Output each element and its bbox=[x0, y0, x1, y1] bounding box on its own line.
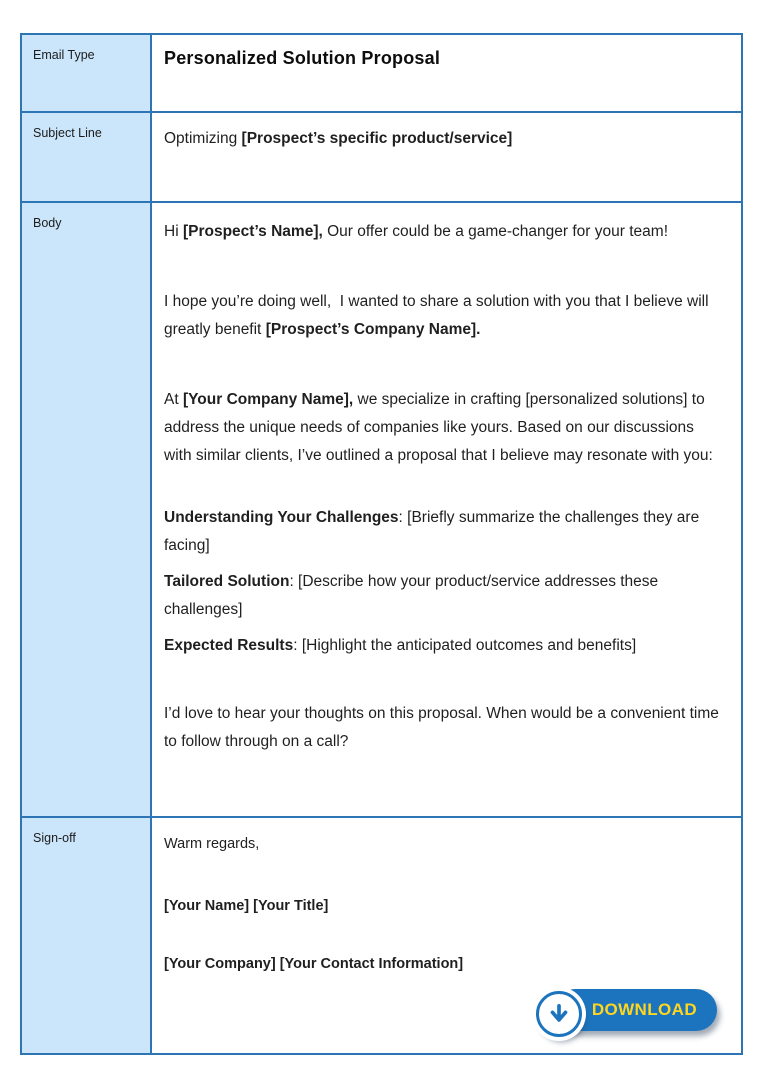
row-sign-off bbox=[22, 816, 741, 1053]
text-run: Our offer could be a game-changer for your team! bbox=[322, 223, 668, 240]
text-run: Hi bbox=[164, 223, 183, 240]
text-run-bold: Expected Results bbox=[164, 637, 294, 654]
body-paragraph-results bbox=[164, 632, 719, 660]
email-template-table bbox=[20, 33, 743, 1055]
download-label: DOWNLOAD bbox=[591, 1000, 697, 1019]
row-label-text: Email Type bbox=[33, 48, 95, 62]
body-paragraph-company bbox=[164, 386, 719, 470]
text-run-bold: [Prospect’s Company Name]. bbox=[265, 321, 481, 338]
row-label-text: Subject Line bbox=[33, 126, 102, 140]
text-run: : [Describe how your product/service addresses these challenges] bbox=[164, 573, 663, 618]
text-run: : [Briefly summarize the challenges they are facing] bbox=[164, 509, 704, 554]
sign-off-company-contact: [Your Company] [Your Contact Information] bbox=[164, 956, 464, 972]
text-run-bold: [Your Company Name], bbox=[182, 391, 354, 408]
email-type-title: Personalized Solution Proposal bbox=[164, 48, 441, 68]
text-run: I hope you’re doing well, I wanted to share a solution with you that I believe will greatly benefit bbox=[164, 293, 713, 338]
row-label-sign-off bbox=[22, 818, 152, 1053]
text-run: we specialize in crafting [personalized solutions] to address the unique needs of companies like yours. Based on our discussions with similar clients, I’ve outlined a proposal that I believe may resonate with you: bbox=[164, 391, 713, 464]
text-run-bold: [Prospect’s specific product/service] bbox=[241, 130, 513, 147]
email-type-cell bbox=[152, 35, 741, 111]
sign-off-name-title: [Your Name] [Your Title] bbox=[164, 898, 329, 914]
row-label-text: Sign-off bbox=[33, 831, 76, 845]
row-label-body bbox=[22, 203, 152, 816]
text-run: Optimizing bbox=[164, 130, 242, 147]
row-body bbox=[22, 201, 741, 816]
text-run-bold: [Prospect’s Name], bbox=[182, 223, 323, 240]
body-paragraph-greeting bbox=[164, 218, 719, 246]
download-arrow-icon bbox=[536, 991, 582, 1037]
row-subject-line bbox=[22, 111, 741, 201]
body-paragraph-closing bbox=[164, 700, 724, 756]
row-label-subject-line bbox=[22, 113, 152, 201]
body-cell bbox=[152, 203, 741, 816]
row-label-email-type bbox=[22, 35, 152, 111]
download-button[interactable] bbox=[536, 987, 717, 1033]
text-run: : [Highlight the anticipated outcomes and benefits] bbox=[293, 637, 637, 654]
subject-line-cell bbox=[152, 113, 741, 201]
subject-line-text bbox=[164, 113, 719, 148]
text-run-bold: Tailored Solution bbox=[164, 573, 290, 590]
body-paragraph-challenges bbox=[164, 504, 719, 560]
sign-off-regards: Warm regards, bbox=[164, 836, 260, 852]
body-paragraph-solution bbox=[164, 568, 719, 624]
sign-off-cell bbox=[152, 818, 741, 1053]
row-email-type bbox=[22, 35, 741, 111]
text-run-bold: Understanding Your Challenges bbox=[164, 509, 399, 526]
body-paragraph-intro bbox=[164, 288, 719, 344]
text-run: At bbox=[164, 391, 183, 408]
row-label-text: Body bbox=[33, 216, 62, 230]
text-run: I’d love to hear your thoughts on this proposal. When would be a convenient time to follow through on a call? bbox=[164, 705, 724, 750]
